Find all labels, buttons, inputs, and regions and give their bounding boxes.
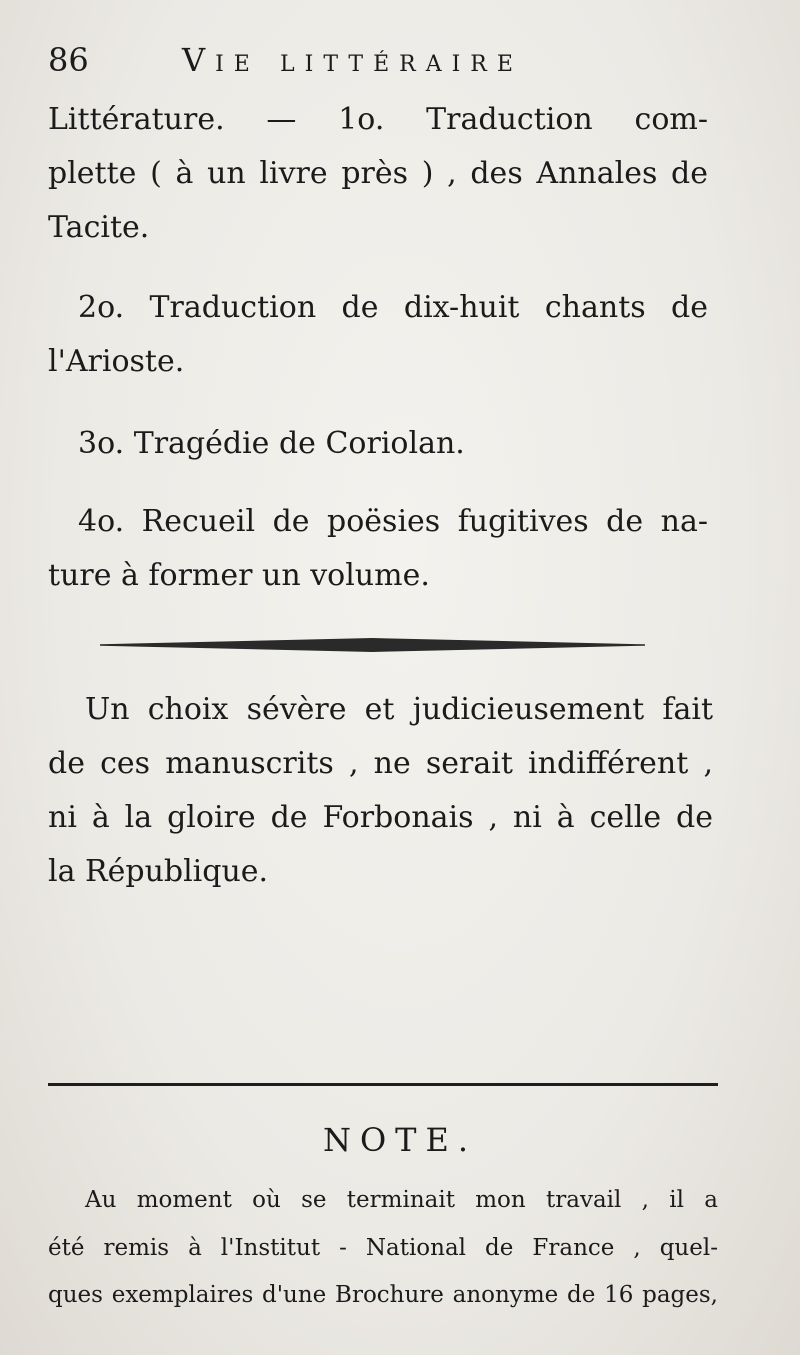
horizontal-rule xyxy=(48,1083,718,1086)
literature-item-3-line-1: 3o. Tragédie de Coriolan. xyxy=(78,426,465,461)
literature-item-2-line-1: 2o. Traduction de dix-huit chants de xyxy=(78,290,708,325)
literature-item-4-line-1: 4o. Recueil de poësies fugitives de na- xyxy=(78,504,708,539)
literature-item-4-line-2: ture à former un volume. xyxy=(48,558,430,593)
conclusion-line-2: de ces manuscrits , ne serait indifférent , xyxy=(48,746,713,781)
note-line-3: ques exemplaires d'une Brochure anonyme de 16 pages, xyxy=(48,1282,718,1308)
note-line-1: Au moment où se terminait mon travail , il a xyxy=(85,1187,718,1213)
conclusion-line-3: ni à la gloire de Forbonais , ni à celle de xyxy=(48,800,713,835)
literature-item-1-line-2: plette ( à un livre près ) , des Annales de xyxy=(48,156,708,191)
note-line-2: été remis à l'Institut - National de France , quel- xyxy=(48,1235,718,1261)
literature-item-1-line-1: Littérature. — 1o. Traduction com- xyxy=(48,102,708,137)
page-header xyxy=(48,40,708,80)
running-head: Vie littéraire xyxy=(182,41,523,79)
literature-item-1-line-3: Tacite. xyxy=(48,210,150,245)
literature-item-2-line-2: l'Arioste. xyxy=(48,344,185,379)
ornamental-divider xyxy=(100,638,645,652)
conclusion-line-1: Un choix sévère et judicieusement fait xyxy=(85,692,713,727)
page-number: 86 xyxy=(48,41,89,79)
note-heading: NOTE. xyxy=(322,1121,478,1159)
conclusion-line-4: la République. xyxy=(48,854,269,889)
